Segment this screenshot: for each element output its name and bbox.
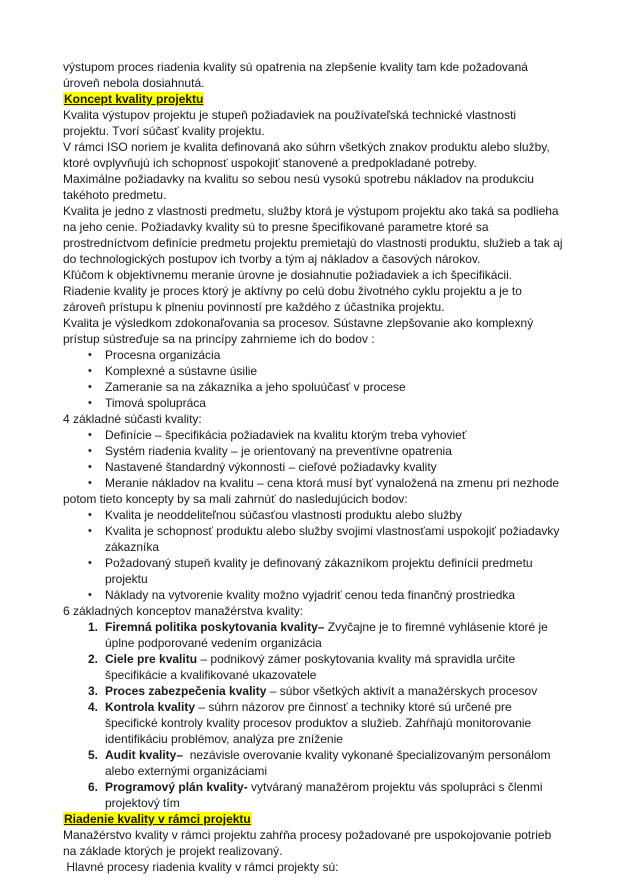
text-run: potom tieto koncepty by sa mali zahrnúť do nasledujúcich bodov: bbox=[63, 492, 408, 506]
text-run: Definície – špecifikácia požiadaviek na kvalitu ktorým treba vyhovieť bbox=[105, 428, 467, 442]
text-run: 4 základné súčasti kvality: bbox=[63, 412, 202, 426]
bullet-icon: • bbox=[88, 589, 92, 601]
list-item bbox=[63, 651, 563, 683]
text-run: Kvalita je neoddeliteľnou súčasťou vlastnosti produktu alebo služby bbox=[105, 508, 462, 522]
list-item bbox=[63, 699, 563, 747]
list-item bbox=[63, 779, 563, 811]
text-run: vytváraný manažérom projektu vás spolupráci s členmi projektový tím bbox=[105, 780, 546, 810]
list-item-text bbox=[105, 652, 519, 682]
bullet-icon: • bbox=[88, 365, 92, 377]
paragraph bbox=[63, 107, 563, 139]
text-run: 6 základných konceptov manažérstva kvality: bbox=[63, 604, 304, 618]
list-item bbox=[63, 523, 563, 555]
list-item-text bbox=[105, 428, 466, 442]
paragraph bbox=[63, 139, 563, 171]
text-run: Kľúčom k objektívnemu meranie úrovne je dosiahnutie požiadaviek a ich špecifikácii. bbox=[63, 268, 513, 282]
paragraph bbox=[63, 859, 563, 875]
list-number: 5. bbox=[88, 748, 99, 762]
paragraph bbox=[63, 491, 563, 507]
text-run: Meranie nákladov na kvalitu – cena ktorá musí byť vynaložená na zmenu pri nezhode bbox=[105, 476, 560, 490]
list-item bbox=[63, 363, 563, 379]
bullet-icon: • bbox=[88, 477, 92, 489]
bold-text-run: Ciele pre kvalitu bbox=[105, 652, 198, 666]
text-run: – súhrn názorov pre činnosť a techniky ktoré sú určené pre špecifické kontroly kvality procesov produktov a služieb. Zahŕňajú monitorovanie identifikáciu problémov, analýza pre zníženie bbox=[105, 700, 535, 746]
bullet-list bbox=[63, 347, 563, 411]
bullet-icon: • bbox=[88, 429, 92, 441]
list-item-text bbox=[105, 444, 452, 458]
text-run: Maximálne požiadavky na kvalitu so sebou nesú vysokú spotrebu nákladov na produkciu takéhoto predmetu. bbox=[63, 172, 538, 202]
text-run: výstupom proces riadenia kvality sú opatrenia na zlepšenie kvality tam kde požadovaná úroveň nebola dosiahnutá. bbox=[63, 60, 532, 90]
paragraph bbox=[63, 827, 563, 859]
list-item bbox=[63, 507, 563, 523]
list-item-text bbox=[105, 588, 515, 602]
paragraph bbox=[63, 315, 563, 347]
text-run: Náklady na vytvorenie kvality možno vyjadriť cenou teda finančný prostriedka bbox=[105, 588, 516, 602]
bold-text-run: Programový plán kvality- bbox=[105, 780, 248, 794]
list-item-text bbox=[105, 700, 535, 746]
list-item-text bbox=[105, 620, 551, 650]
text-run: Timová spolupráca bbox=[105, 396, 206, 410]
paragraph bbox=[63, 283, 563, 315]
paragraph bbox=[63, 171, 563, 203]
text-run: – súbor všetkých aktivít a manažérskych procesov bbox=[266, 684, 538, 698]
bullet-icon: • bbox=[88, 445, 92, 457]
text-run: Požadovaný stupeň kvality je definovaný zákazníkom projektu definícii predmetu projektu bbox=[105, 556, 536, 586]
list-item bbox=[63, 379, 563, 395]
text-run: Riadenie kvality je proces ktorý je aktívny po celú dobu životného cyklu projektu a je to zároveň prístupu k plneniu povinností pre každého z účastníka projektu. bbox=[63, 284, 526, 314]
bullet-icon: • bbox=[88, 349, 92, 361]
list-number: 6. bbox=[88, 780, 99, 794]
list-number: 4. bbox=[88, 700, 99, 714]
list-item bbox=[63, 427, 563, 443]
list-item bbox=[63, 683, 563, 699]
list-item-text bbox=[105, 748, 554, 778]
section-heading bbox=[63, 811, 563, 827]
text-run: Nastavené štandardný výkonnosti – cieľové požiadavky kvality bbox=[105, 460, 437, 474]
list-item-text bbox=[105, 460, 437, 474]
numbered-list bbox=[63, 619, 563, 811]
list-item bbox=[63, 443, 563, 459]
document-body bbox=[63, 59, 566, 875]
bullet-icon: • bbox=[88, 509, 92, 521]
list-number: 1. bbox=[88, 620, 99, 634]
text-run: Zameranie sa na zákazníka a jeho spoluúčasť v procese bbox=[105, 380, 406, 394]
list-number: 2. bbox=[88, 652, 99, 666]
bullet-icon: • bbox=[88, 557, 92, 569]
list-item-text bbox=[105, 364, 257, 378]
bullet-icon: • bbox=[88, 525, 92, 537]
list-item-text bbox=[105, 524, 563, 554]
highlighted-heading-text: Riadenie kvality v rámci projektu bbox=[64, 812, 251, 826]
text-run: – podnikový zámer poskytovania kvality má spravidla určite špecifikácie a kvalifikované ukazovatele bbox=[105, 652, 519, 682]
bold-text-run: Firemná politika poskytovania kvality– bbox=[105, 620, 325, 634]
paragraph bbox=[63, 267, 563, 283]
text-run: nezávisle overovanie kvality vykonané špecializovaným personálom alebo externými organizáciami bbox=[105, 748, 554, 778]
text-run: Zvyčajne je to firemné vyhlásenie ktoré je úplne podporované vedením organizácia bbox=[105, 620, 552, 650]
list-item-text bbox=[105, 396, 206, 410]
list-item bbox=[63, 747, 563, 779]
text-run: V rámci ISO noriem je kvalita definovaná ako súhrn všetkých znakov produktu alebo služby, ktoré ovplyvňujú ich schopnosť uspokojiť stanovené a predpokladané potreby. bbox=[63, 140, 554, 170]
section-heading bbox=[63, 91, 563, 107]
bullet-list bbox=[63, 507, 563, 603]
text-run: Manažérstvo kvality v rámci projektu zahŕňa procesy požadované pre uspokojovanie potrieb na základe ktorých je projekt realizovaný. bbox=[63, 828, 555, 858]
list-item bbox=[63, 459, 563, 475]
paragraph bbox=[63, 203, 566, 267]
list-item bbox=[63, 347, 563, 363]
paragraph bbox=[63, 411, 563, 427]
list-item-text bbox=[105, 780, 546, 810]
paragraph bbox=[63, 603, 563, 619]
text-run: Komplexné a sústavne úsilie bbox=[105, 364, 258, 378]
list-number: 3. bbox=[88, 684, 99, 698]
text-run: Kvalita je schopnosť produktu alebo služby svojimi vlastnosťami uspokojiť požiadavky zákazníka bbox=[105, 524, 563, 554]
list-item-text bbox=[105, 380, 406, 394]
bullet-icon: • bbox=[88, 397, 92, 409]
bullet-list bbox=[63, 427, 563, 491]
text-run: Kvalita výstupov projektu je stupeň požiadaviek na používateľská technické vlastnosti projektu. Tvorí súčasť kvality projektu. bbox=[63, 108, 520, 138]
bold-text-run: Audit kvality– bbox=[105, 748, 184, 762]
list-item bbox=[63, 395, 563, 411]
list-item bbox=[63, 555, 563, 587]
list-item bbox=[63, 475, 563, 491]
list-item-text bbox=[105, 684, 537, 698]
text-run: Procesna organizácia bbox=[105, 348, 221, 362]
text-run: Systém riadenia kvality – je orientovaný na preventívne opatrenia bbox=[105, 444, 452, 458]
bullet-icon: • bbox=[88, 461, 92, 473]
text-run: Kvalita je výsledkom zdokonaľovania sa procesov. Sústavne zlepšovanie ako komplexný prístup sústreďuje sa na princípy zahrnieme ich do bodov : bbox=[63, 316, 537, 346]
list-item-text bbox=[105, 476, 559, 490]
bold-text-run: Proces zabezpečenia kvality bbox=[105, 684, 267, 698]
list-item-text bbox=[105, 556, 536, 586]
list-item-text bbox=[105, 508, 462, 522]
text-run: Hlavné procesy riadenia kvality v rámci projekty sú: bbox=[63, 860, 339, 874]
bullet-icon: • bbox=[88, 381, 92, 393]
list-item bbox=[63, 587, 563, 603]
highlighted-heading-text: Koncept kvality projektu bbox=[64, 92, 204, 106]
list-item-text bbox=[105, 348, 220, 362]
paragraph bbox=[63, 59, 563, 91]
bold-text-run: Kontrola kvality bbox=[105, 700, 196, 714]
text-run: Kvalita je jedno z vlastnosti predmetu, služby ktorá je výstupom projektu ako taká sa podlieha na jeho cenie. Požiadavky kvality sú to presne špecifikované parametre ktoré sa prostredníctvom definície predmetu projektu premietajú do vlastnosti produktu, služieb a tak aj do technologických postupov ich tvorby a tým aj nákladov a časových nárokov. bbox=[63, 204, 566, 266]
list-item bbox=[63, 619, 563, 651]
